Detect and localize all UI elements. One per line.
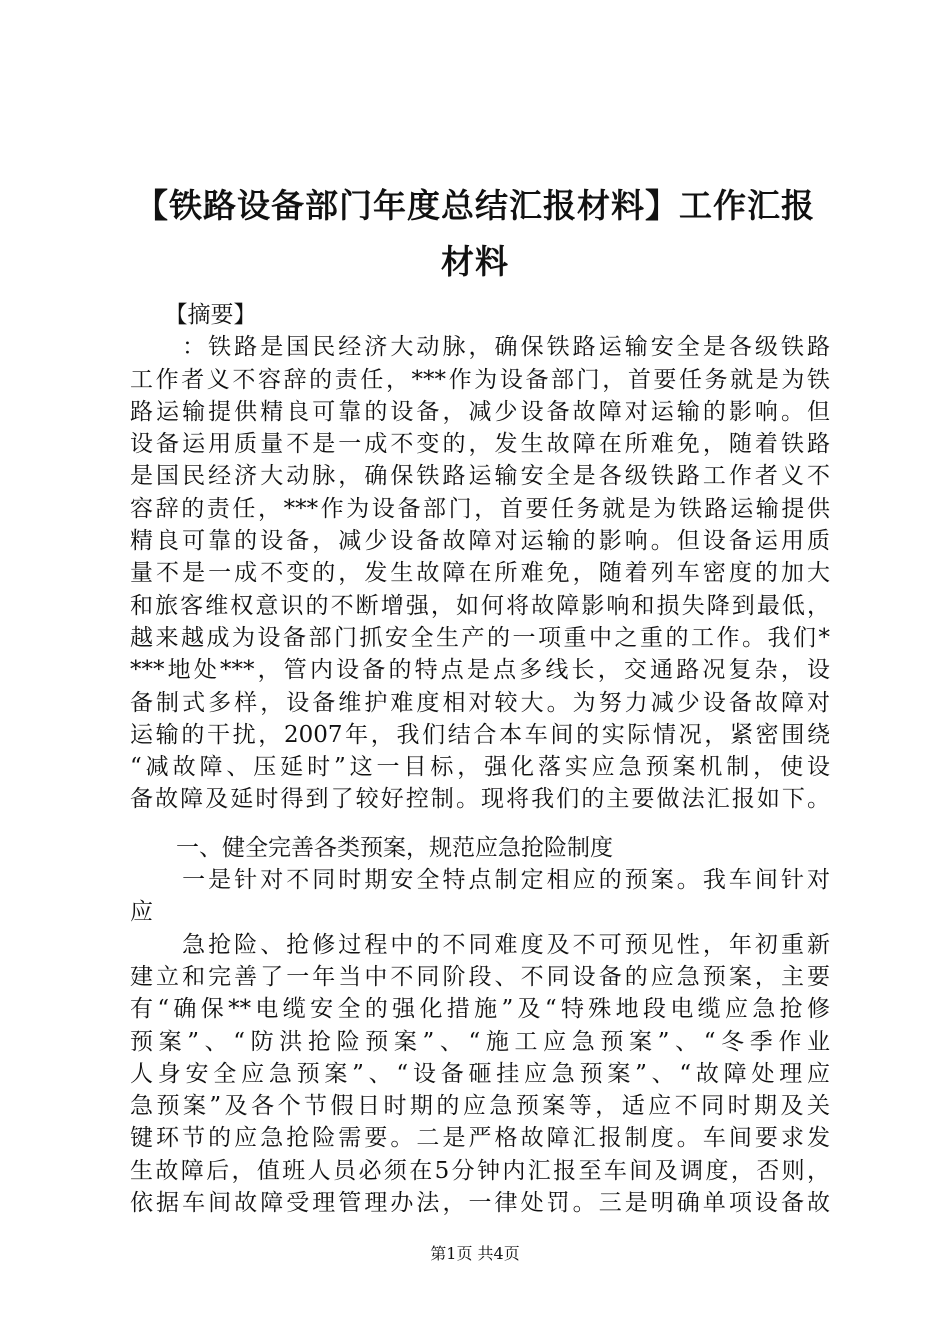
text-line: 和旅客维权意识的不断增强，如何将故障影响和损失降到最低， [130, 592, 830, 619]
text-line: 依据车间故障受理管理办法，一律处罚。三是明确单项设备故 [130, 1190, 830, 1217]
document-title [110, 178, 840, 290]
abstract-label: 【摘要】 [130, 302, 257, 328]
text-line: 量不是一成不变的，发生故障在所难免，随着列车密度的加大 [130, 560, 830, 587]
text-line: “减故障、压延时”这一目标，强化落实应急预案机制，使设 [130, 754, 830, 781]
text-line: 生故障后，值班人员必须在5分钟内汇报至车间及调度，否则， [130, 1157, 830, 1184]
text-line: 一是针对不同时期安全特点制定相应的预案。我车间针对 [130, 867, 830, 894]
text-line: 键环节的应急抢险需要。二是严格故障汇报制度。车间要求发 [130, 1125, 830, 1152]
text-line: 有“确保**电缆安全的强化措施”及“特殊地段电缆应急抢修 [130, 996, 830, 1023]
text-line: ：铁路是国民经济大动脉，确保铁路运输安全是各级铁路 [130, 334, 830, 361]
text-line: 设备运用质量不是一成不变的，发生故障在所难免，随着铁路 [130, 431, 830, 458]
text-line: 容辞的责任，***作为设备部门，首要任务就是为铁路运输提供 [130, 495, 830, 522]
text-line: 是国民经济大动脉，确保铁路运输安全是各级铁路工作者义不 [130, 463, 830, 490]
text-line: 急抢险、抢修过程中的不同难度及不可预见性，年初重新 [130, 931, 830, 958]
text-line: 人身安全应急预案”、“设备砸挂应急预案”、“故障处理应 [130, 1060, 830, 1087]
text-line: 精良可靠的设备，减少设备故障对运输的影响。但设备运用质 [130, 528, 830, 555]
text-line: 运输的干扰，2007年，我们结合本车间的实际情况，紧密围绕 [130, 721, 830, 748]
text-line: 备制式多样，设备维护难度相对较大。为努力减少设备故障对 [130, 689, 830, 716]
text-line: 建立和完善了一年当中不同阶段、不同设备的应急预案，主要 [130, 963, 830, 990]
title-line: 【铁路设备部门年度总结汇报材料】工作汇报 [135, 186, 815, 225]
document-body [130, 299, 830, 1219]
text-line: 急预案”及各个节假日时期的应急预案等，适应不同时期及关 [130, 1093, 830, 1120]
text-line: 备故障及延时得到了较好控制。现将我们的主要做法汇报如下。 [130, 786, 830, 813]
abstract-paragraph [130, 331, 830, 815]
text-line: 路运输提供精良可靠的设备，减少设备故障对运输的影响。但 [130, 398, 830, 425]
text-line: 预案”、“防洪抢险预案”、“施工应急预案”、“冬季作业 [130, 1028, 830, 1055]
text-line: ***地处***，管内设备的特点是点多线长，交通路况复杂，设 [130, 657, 830, 684]
text-line: 越来越成为设备部门抓安全生产的一项重中之重的工作。我们* [130, 624, 830, 651]
section-heading: 一、健全完善各类预案，规范应急抢险制度 [130, 834, 613, 861]
section-paragraph [130, 929, 830, 1220]
section-paragraph [130, 864, 830, 929]
page-footer: 第1页 共4页 [430, 1244, 520, 1263]
title-line: 材料 [441, 242, 509, 281]
text-line: 工作者义不容辞的责任，***作为设备部门，首要任务就是为铁 [130, 366, 830, 393]
text-line: 应 [130, 899, 153, 926]
paragraph-gap [130, 816, 830, 832]
